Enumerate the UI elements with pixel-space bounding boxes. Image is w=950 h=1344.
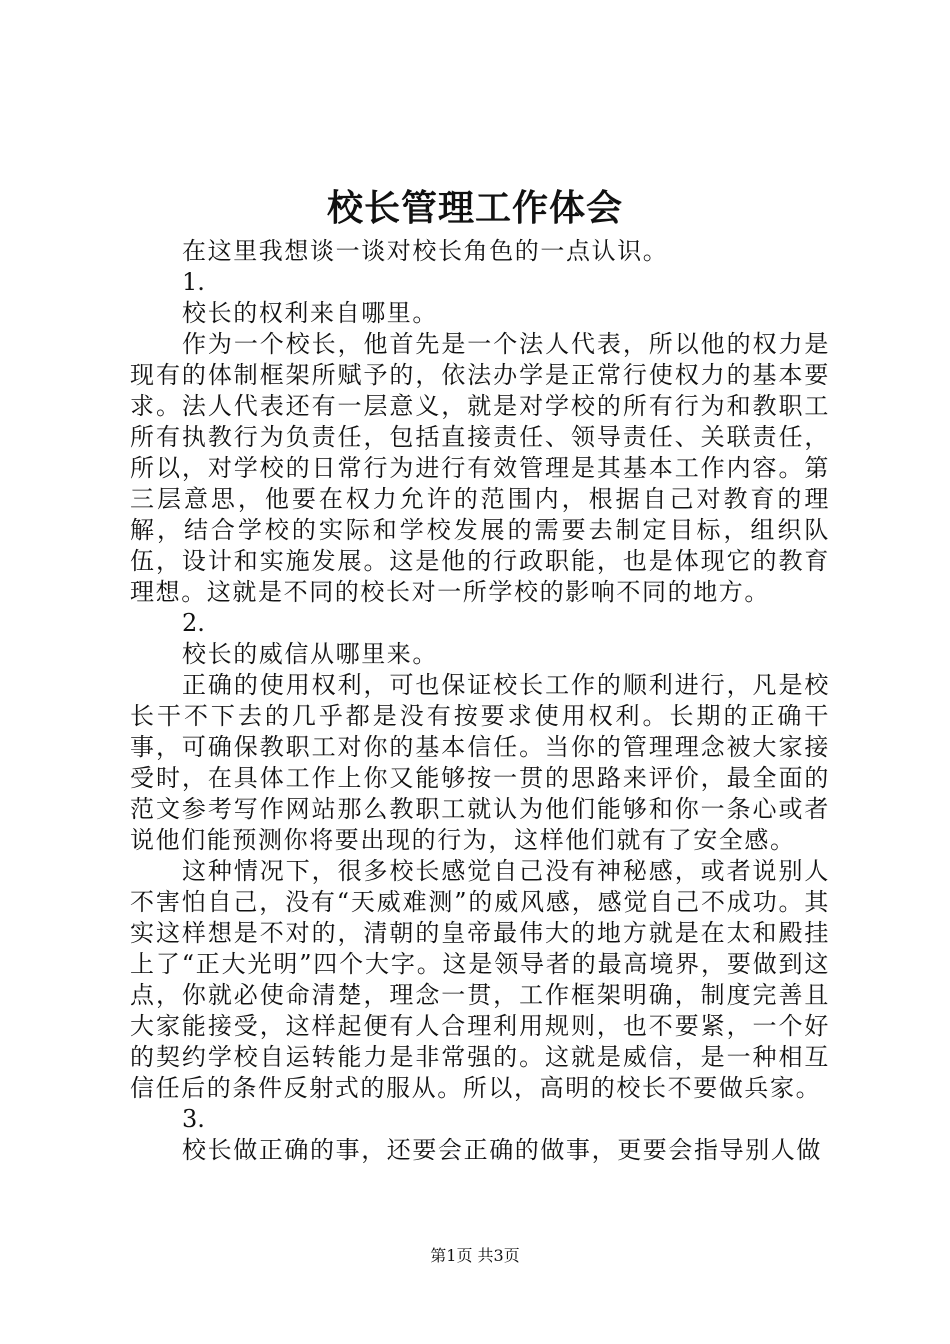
- section-number-3: 3.: [182, 1105, 205, 1133]
- intro-paragraph: 在这里我想谈一谈对校长角色的一点认识。: [182, 237, 669, 265]
- section-heading-2: 校长的威信从哪里来。: [182, 640, 438, 668]
- document-title: 校长管理工作体会: [326, 187, 623, 229]
- document-body: [130, 236, 830, 1166]
- body-paragraph: 作为一个校长，他首先是一个法人代表，所以他的权力是现有的体制框架所赋予的，依法办学是正常行使权力的基本要求。法人代表还有一层意义，就是对学校的所有行为和教职工所有执教行为负责任，包括直接责任、领导责任、关联责任，所以，对学校的日常行为进行有效管理是其基本工作内容。第三层意思，他要在权力允许的范围内，根据自己对教育的理解，结合学校的实际和学校发展的需要去制定目标，组织队伍，设计和实施发展。这是他的行政职能，也是体现它的教育理想。这就是不同的校长对一所学校的影响不同的地方。: [130, 330, 830, 606]
- body-paragraph: 正确的使用权利，可也保证校长工作的顺利进行，凡是校长干不下去的几乎都是没有按要求使用权利。长期的正确干事，可确保教职工对你的基本信任。当你的管理理念被大家接受时，在具体工作上你又能够按一贯的思路来评价，最全面的范文参考写作网站那么教职工就认为他们能够和你一条心或者说他们能预测你将要出现的行为，这样他们就有了安全感。: [130, 671, 830, 854]
- body-paragraph: 校长做正确的事，还要会正确的做事，更要会指导别人做: [182, 1136, 822, 1164]
- body-paragraph: 这种情况下，很多校长感觉自己没有神秘感，或者说别人不害怕自己，没有“天威难测”的威风感，感觉自己不成功。其实这样想是不对的，清朝的皇帝最伟大的地方就是在太和殿挂上了“正大光明”四个大字。这是领导者的最高境界，要做到这点，你就必使命清楚，理念一贯，工作框架明确，制度完善且大家能接受，这样起便有人合理利用规则，也不要紧，一个好的契约学校自运转能力是非常强的。这就是威信，是一种相互信任后的条件反射式的服从。所以，高明的校长不要做兵家。: [130, 857, 830, 1102]
- section-number-2: 2.: [182, 609, 205, 637]
- page-footer: 第1页 共3页: [430, 1246, 520, 1265]
- section-number-1: 1.: [182, 268, 205, 296]
- section-heading-1: 校长的权利来自哪里。: [182, 299, 438, 327]
